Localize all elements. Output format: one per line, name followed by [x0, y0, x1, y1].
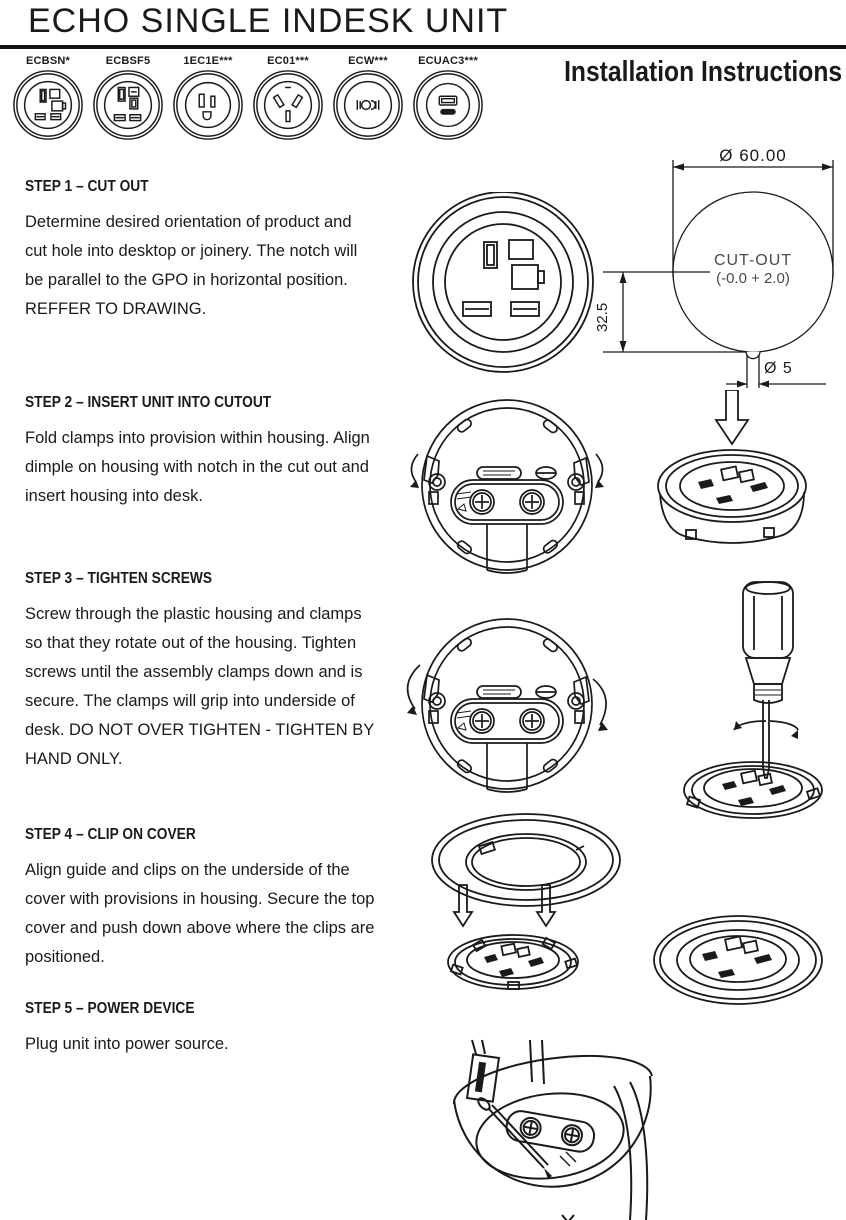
dimension-notch-label: Ø 5 [764, 360, 793, 377]
step-4-body: Align guide and clips on the underside of the cover with provisions in housing. Secure the top cover and push down above where the clips are positioned. [25, 861, 375, 966]
insert-direction-arrow-icon [714, 390, 750, 446]
step-5 [25, 1000, 377, 1059]
product-variant-row [8, 55, 488, 142]
product-variant [408, 55, 488, 142]
product-variant [168, 55, 248, 142]
step-4 [25, 826, 377, 972]
step-4-heading: STEP 4 – CLIP ON COVER [25, 826, 196, 843]
step-1 [25, 178, 377, 324]
page-title: ECHO SINGLE INDESK UNIT [28, 2, 509, 40]
product-variant [328, 55, 408, 142]
product-code: ECUAC3*** [418, 55, 478, 67]
cutout-tolerance-label: (-0.0 + 2.0) [716, 270, 790, 287]
figure-assembled-unit [650, 906, 840, 1022]
dimension-depth-label: 32.5 [594, 302, 611, 332]
product-variant [248, 55, 328, 142]
figure-screwdriver-tighten [630, 572, 846, 840]
uk-socket-icon [11, 68, 85, 142]
figure-unit-inserted [652, 446, 832, 554]
header-divider [0, 45, 846, 49]
step-5-body: Plug unit into power source. [25, 1035, 229, 1053]
figure-cover-assembly [428, 810, 624, 1015]
step-2-heading: STEP 2 – INSERT UNIT INTO CUTOUT [25, 394, 272, 411]
product-code: 1EC1E*** [183, 55, 233, 67]
product-code: ECW*** [348, 55, 388, 67]
dimension-diameter-label: Ø 60.00 [719, 146, 787, 165]
step-3-body: Screw through the plastic housing and clamps so that they rotate out of the housing. Tighten screws until the assembly clamps down and is secure. The clamps will grip into underside of desk. DO NOT OVER TIGHTEN - TIGHTEN BY HAND ONLY. [25, 605, 375, 768]
us-socket-icon [171, 68, 245, 142]
au-socket-icon [251, 68, 325, 142]
figure-housing-fold-clamps [405, 396, 610, 578]
cutout-label: CUT-OUT [713, 252, 793, 269]
step-3-heading: STEP 3 – TIGHTEN SCREWS [25, 570, 213, 587]
product-code: EC01*** [267, 55, 309, 67]
product-code: ECBSN* [26, 55, 70, 67]
wireless-module-icon [331, 68, 405, 142]
step-1-heading: STEP 1 – CUT OUT [25, 178, 149, 195]
step-1-body: Determine desired orientation of product and cut hole into desktop or joinery. The notch will be parallel to the GPO in horizontal position. REFFER TO DRAWING. [25, 213, 358, 318]
document-subtitle: Installation Instructions [563, 56, 842, 88]
product-code: ECBSF5 [105, 55, 151, 67]
uk-fused-socket-icon [91, 68, 165, 142]
figure-unit-top-view [408, 192, 598, 374]
figure-underside-wiring [418, 1038, 686, 1220]
figure-housing-tighten [402, 614, 613, 798]
usb-ac-charger-icon [411, 68, 485, 142]
product-variant [88, 55, 168, 142]
product-variant [8, 55, 88, 142]
step-3 [25, 570, 377, 774]
step-5-heading: STEP 5 – POWER DEVICE [25, 1000, 195, 1017]
step-2-body: Fold clamps into provision within housing. Align dimple on housing with notch in the cut out and insert housing into desk. [25, 429, 370, 505]
step-2 [25, 394, 377, 511]
